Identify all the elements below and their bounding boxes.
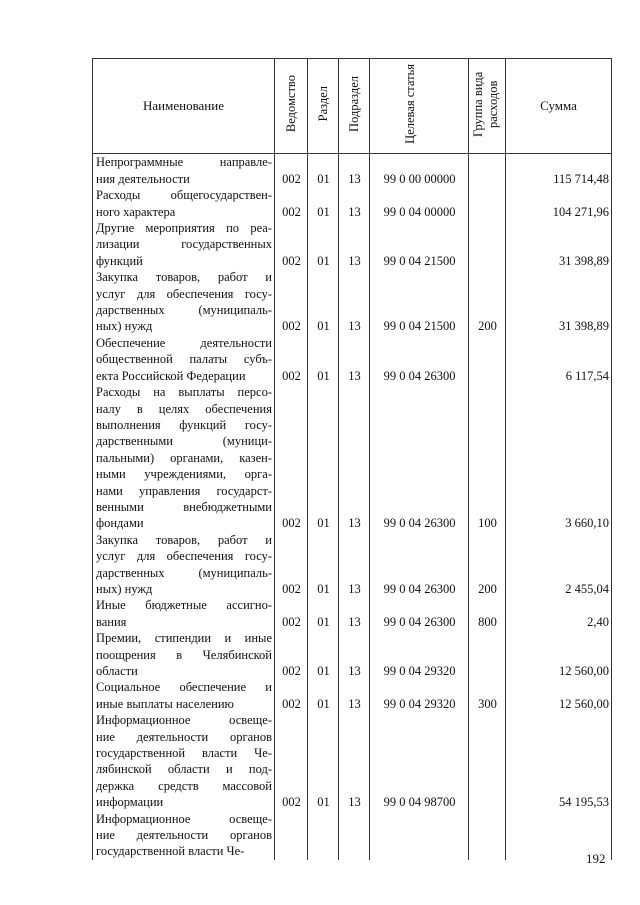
row-name-line: екта Российской Федерации (96, 368, 246, 383)
row-department: 002 (275, 154, 308, 187)
row-target-item: 99 0 04 29320 (370, 630, 469, 679)
row-name (93, 335, 275, 384)
row-expense-group: 100 (469, 384, 506, 532)
row-name-line: лизации государственных (96, 237, 272, 252)
row-amount: 2,40 (506, 597, 612, 630)
table-row (93, 532, 612, 598)
row-expense-group: 200 (469, 532, 506, 598)
row-amount: 6 117,54 (506, 335, 612, 384)
row-subsection: 13 (339, 630, 370, 679)
row-name-line: ние деятельности органов (96, 729, 272, 744)
row-expense-group (469, 630, 506, 679)
table-row (93, 630, 612, 679)
row-name-line: держка средств массовой (96, 778, 272, 793)
row-name-line: ного характера (96, 204, 176, 219)
table-row (93, 220, 612, 269)
table-row (93, 335, 612, 384)
header-name: Наименование (93, 59, 275, 154)
row-expense-group (469, 154, 506, 187)
row-name-line: Информационное освеще- (96, 811, 272, 826)
row-section: 01 (308, 187, 339, 220)
row-expense-group (469, 187, 506, 220)
row-target-item: 99 0 04 26300 (370, 532, 469, 598)
row-name-line: дарственных (муниципаль- (96, 303, 272, 318)
row-expense-group: 200 (469, 269, 506, 335)
row-section: 01 (308, 154, 339, 187)
row-name-line: Иные бюджетные ассигно- (96, 598, 272, 613)
row-name-line: Непрограммные направле- (96, 155, 272, 170)
header-target-item: Целевая статья (370, 59, 469, 154)
row-name-line: Другие мероприятия по реа- (96, 221, 272, 236)
row-name-line: налу в целях обеспечения (96, 401, 272, 416)
row-name-line: ных) нужд (96, 319, 153, 334)
row-name-line: фондами (96, 516, 144, 531)
row-name (93, 220, 275, 269)
row-department: 002 (275, 630, 308, 679)
row-amount: 104 271,96 (506, 187, 612, 220)
row-expense-group (469, 712, 506, 810)
table-row (93, 679, 612, 712)
row-department: 002 (275, 220, 308, 269)
row-expense-group: 800 (469, 597, 506, 630)
row-name-line: информации (96, 795, 164, 810)
row-name-line: функций (96, 253, 143, 268)
row-subsection: 13 (339, 679, 370, 712)
row-amount: 31 398,89 (506, 220, 612, 269)
row-department: 002 (275, 712, 308, 810)
row-name (93, 597, 275, 630)
row-name-line: ния деятельности (96, 171, 190, 186)
row-subsection: 13 (339, 269, 370, 335)
row-name-line: Расходы общегосударствен- (96, 188, 272, 203)
row-section: 01 (308, 335, 339, 384)
row-amount: 2 455,04 (506, 532, 612, 598)
row-name-line: лябинской области и под- (96, 762, 272, 777)
header-subsection: Подраздел (339, 59, 370, 154)
row-target-item (370, 811, 469, 860)
row-name (93, 811, 275, 860)
row-expense-group (469, 220, 506, 269)
table-body (93, 154, 612, 860)
row-expense-group (469, 811, 506, 860)
table-row (93, 811, 612, 860)
budget-table (92, 58, 612, 860)
header-expense-group: Группа вида расходов (469, 59, 506, 154)
row-section: 01 (308, 712, 339, 810)
row-target-item: 99 0 04 98700 (370, 712, 469, 810)
row-subsection: 13 (339, 154, 370, 187)
header-section: Раздел (308, 59, 339, 154)
row-name-line: поощрения в Челябинской (96, 647, 272, 662)
row-target-item: 99 0 04 26300 (370, 335, 469, 384)
row-name (93, 269, 275, 335)
row-target-item: 99 0 04 00000 (370, 187, 469, 220)
row-name-line: выполнения функций госу- (96, 417, 272, 432)
row-subsection: 13 (339, 597, 370, 630)
table-row (93, 187, 612, 220)
row-subsection: 13 (339, 532, 370, 598)
table-header-row (93, 59, 612, 154)
row-department: 002 (275, 384, 308, 532)
row-name-line: Расходы на выплаты персо- (96, 385, 272, 400)
row-name-line: нами управления государст- (96, 483, 272, 498)
table-row (93, 597, 612, 630)
row-subsection: 13 (339, 335, 370, 384)
row-name (93, 384, 275, 532)
row-amount: 12 560,00 (506, 630, 612, 679)
row-department: 002 (275, 679, 308, 712)
row-amount: 54 195,53 (506, 712, 612, 810)
row-name-line: Социальное обеспечение и (96, 680, 272, 695)
row-name-line: пальными) органами, казен- (96, 450, 272, 465)
row-target-item: 99 0 04 26300 (370, 597, 469, 630)
row-subsection: 13 (339, 220, 370, 269)
row-name (93, 712, 275, 810)
row-name-line: государственной власти Че- (96, 844, 245, 859)
row-expense-group (469, 335, 506, 384)
row-name-line: венными внебюджетными (96, 499, 272, 514)
row-target-item: 99 0 00 00000 (370, 154, 469, 187)
header-amount: Сумма (506, 59, 612, 154)
row-target-item: 99 0 04 21500 (370, 269, 469, 335)
row-subsection: 13 (339, 712, 370, 810)
row-target-item: 99 0 04 21500 (370, 220, 469, 269)
row-name (93, 532, 275, 598)
row-name-line: ние деятельности органов (96, 828, 272, 843)
row-name-line: дарственными (муници- (96, 434, 272, 449)
row-department: 002 (275, 335, 308, 384)
row-amount: 31 398,89 (506, 269, 612, 335)
row-target-item: 99 0 04 29320 (370, 679, 469, 712)
row-amount: 115 714,48 (506, 154, 612, 187)
table-row (93, 712, 612, 810)
row-name-line: Информационное освеще- (96, 713, 272, 728)
row-department: 002 (275, 532, 308, 598)
row-expense-group: 300 (469, 679, 506, 712)
row-section: 01 (308, 630, 339, 679)
row-department: 002 (275, 269, 308, 335)
row-section: 01 (308, 384, 339, 532)
table-row (93, 154, 612, 187)
header-department: Ведомство (275, 59, 308, 154)
row-subsection (339, 811, 370, 860)
row-name-line: дарственных (муниципаль- (96, 565, 272, 580)
row-department (275, 811, 308, 860)
row-department: 002 (275, 597, 308, 630)
row-section (308, 811, 339, 860)
row-name-line: ных) нужд (96, 581, 153, 596)
row-name-line: Закупка товаров, работ и (96, 270, 272, 285)
row-name-line: государственной власти Че- (96, 746, 272, 761)
row-section: 01 (308, 269, 339, 335)
row-name-line: ными учреждениями, орга- (96, 467, 272, 482)
row-name (93, 154, 275, 187)
row-name-line: услуг для обеспечения госу- (96, 286, 272, 301)
row-subsection: 13 (339, 384, 370, 532)
row-name (93, 630, 275, 679)
row-section: 01 (308, 597, 339, 630)
table-row (93, 269, 612, 335)
row-name-line: области (96, 664, 138, 678)
row-subsection: 13 (339, 187, 370, 220)
row-section: 01 (308, 220, 339, 269)
row-name-line: общественной палаты субъ- (96, 352, 272, 367)
table-row (93, 384, 612, 532)
row-name-line: Закупка товаров, работ и (96, 532, 272, 547)
row-name-line: услуг для обеспечения госу- (96, 549, 272, 564)
row-name-line: иные выплаты населению (96, 696, 234, 711)
row-section: 01 (308, 532, 339, 598)
row-name-line: Обеспечение деятельности (96, 335, 272, 350)
row-name-line: вания (96, 614, 127, 629)
row-amount: 12 560,00 (506, 679, 612, 712)
page-number: 192 (586, 851, 606, 866)
row-name-line: Премии, стипендии и иные (96, 631, 272, 646)
row-name (93, 679, 275, 712)
row-section: 01 (308, 679, 339, 712)
row-target-item: 99 0 04 26300 (370, 384, 469, 532)
row-name (93, 187, 275, 220)
row-department: 002 (275, 187, 308, 220)
row-amount: 3 660,10 (506, 384, 612, 532)
